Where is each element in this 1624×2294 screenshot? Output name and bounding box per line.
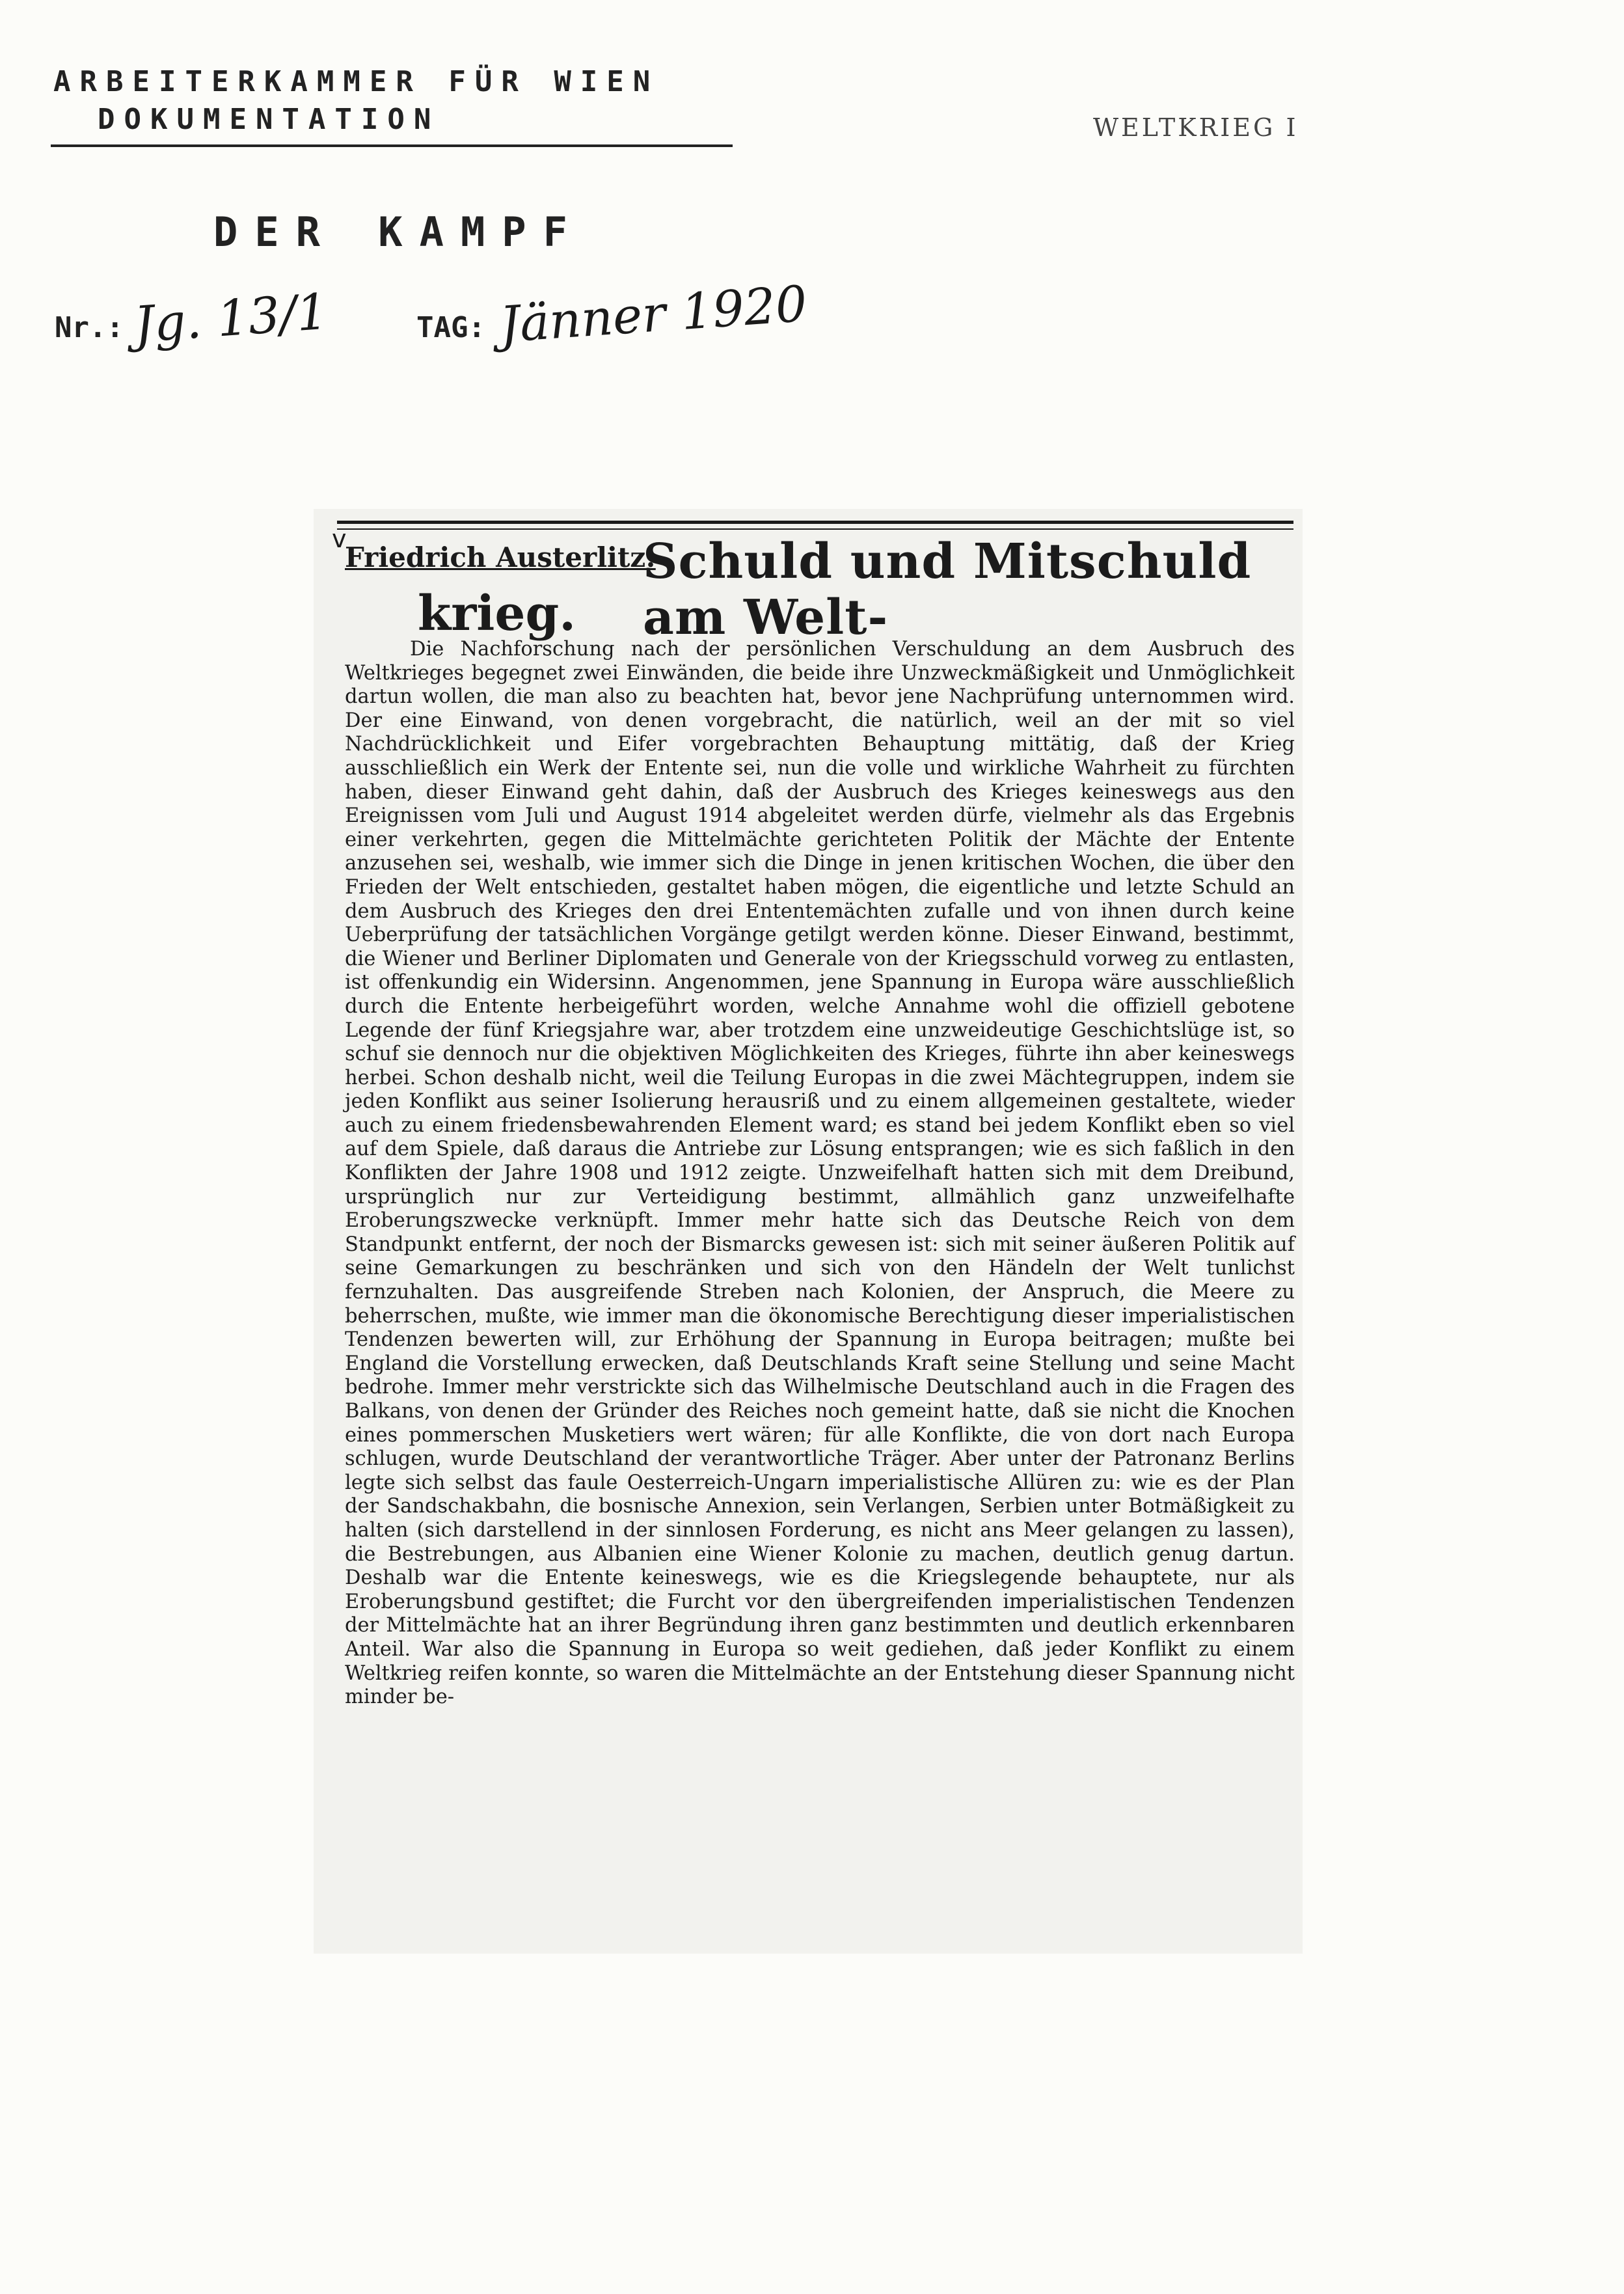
nr-label: Nr.: — [55, 311, 124, 344]
article-title: Schuld und Mitschuld am Welt- — [643, 534, 1252, 646]
collection-label: WELTKRIEG I — [1093, 113, 1299, 142]
clipping-top-rule — [337, 521, 1293, 524]
clipping-top-rule-thin — [337, 528, 1293, 530]
source-title: DER KAMPF — [213, 208, 584, 256]
date-value-handwritten: Jänner 1920 — [498, 274, 809, 354]
archive-stamp-line2: DOKUMENTATION — [98, 103, 440, 136]
check-mark: v — [332, 525, 347, 553]
archive-stamp-line1: ARBEITERKAMMER FÜR WIEN — [53, 65, 660, 98]
date-label: TAG: — [416, 311, 485, 344]
article-body: Die Nachforschung nach der persönlichen Verschuldung an dem Ausbruch des Weltkrieges begegnet zwei Einwänden, die beide ihre Unzweckmäßigkeit und Unmöglichkeit dartun wollen, die man also zu beachten hat, bevor jene Nachprüfung unternommen wird. Der eine Einwand, von denen vorgebracht, die natürlich, weil an der mit so viel Nachdrücklichkeit und Eifer vorgebrachten Behauptung mittätig, daß der Krieg ausschließlich ein Werk der Entente sei, nun die volle und wirkliche Wahrheit zu fürchten haben, dieser Einwand geht dahin, daß der Ausbruch des Krieges keineswegs aus den Ereignissen vom Juli und August 1914 abgeleitet werden dürfe, vielmehr als das Ergebnis einer verkehrten, gegen die Mittelmächte gerichteten Politik der Mächte der Entente anzusehen sei, weshalb, wie immer sich die Dinge in jenen kritischen Wochen, die über den Frieden der Welt entschieden, gestaltet haben mögen, die eigentliche und letzte Schuld an dem Ausbruch des Krieges den drei Ententemächten zufalle und von ihnen durch keine Ueberprüfung der tatsächlichen Vorgänge getilgt werden könne. Dieser Einwand, bestimmt, die Wiener und Berliner Diplomaten und Generale von der Kriegsschuld vorweg zu entlasten, ist offenkundig ein Widersinn. Angenommen, jene Spannung in Europa wäre ausschließlich durch die Entente herbeigeführt worden, welche Annahme wohl die offiziell gebotene Legende der fünf Kriegsjahre war, aber trotzdem eine unzweideutige Geschichtslüge ist, so schuf sie dennoch nur die objektiven Möglichkeiten des Krieges, führte ihn aber keineswegs herbei. Schon deshalb nicht, weil die Teilung Europas in die zwei Mächtegruppen, indem sie jeden Konflikt aus seiner Isolierung herausriß und zu einem allgemeinen gestaltete, wieder auch zu einem friedensbewahrenden Element ward; es stand bei jedem Konflikt eben so viel auf dem Spiele, daß daraus die Antriebe zur Lösung entsprangen; wie es sich faßlich in den Konflikten der Jahre 1908 und 1912 zeigte. Unzweifelhaft hatten sich mit dem Dreibund, ursprünglich nur zur Verteidigung bestimmt, allmählich ganz unzweifelhafte Eroberungszwecke verknüpft. Immer mehr hatte sich das Deutsche Reich von dem Standpunkt entfernt, der noch der Bismarcks gewesen ist: sich mit seiner äußeren Politik auf seine Gemarkungen zu beschränken und sich von den Händeln der Welt tunlichst fernzuhalten. Das ausgreifende Streben nach Kolonien, der Anspruch, die Meere zu beherrschen, mußte, wie immer man die ökonomische Berechtigung dieser imperialistischen Tendenzen bewerten will, zur Erhöhung der Spannung in Europa beitragen; mußte bei England die Vorstellung erwecken, daß Deutschlands Kraft seine Stellung und seine Macht bedrohe. Immer mehr verstrickte sich das Wilhelmische Deutschland auch in die Fragen des Balkans, von denen der Gründer des Reiches noch gemeint hatte, daß sie nicht die Knochen eines pommerschen Musketiers wert wären; für alle Konflikte, die von dort nach Europa schlugen, wurde Deutschland der verantwortliche Träger. Aber unter der Patronanz Berlins legte sich selbst das faule Oesterreich-Ungarn imperialistische Allüren zu: wie es der Plan der Sandschakbahn, die bosnische Annexion, sein Verlangen, Serbien unter Botmäßigkeit zu halten (sich darstellend in der sinnlosen Forderung, es nicht ans Meer gelangen zu lassen), die Bestrebungen, aus Albanien eine Wiener Kolonie zu machen, deutlich genug dartun. Deshalb war die Entente keineswegs, wie es die Kriegslegende behauptete, nur als Eroberungsbund gestiftet; die Furcht vor den übergreifenden imperialistischen Tendenzen der Mittelmächte hat an ihrer Begründung ihren ganz bestimmten und deutlich erkennbaren Anteil. War also die Spannung in Europa so weit gediehen, daß jeder Konflikt zu einem Weltkrieg reifen konnte, so waren die Mittelmächte an der Entstehung dieser Spannung nicht minder be- — [345, 638, 1295, 1709]
nr-value-handwritten: Jg. 13/1 — [132, 282, 330, 354]
newspaper-clipping — [314, 509, 1303, 1954]
article-author: Friedrich Austerlitz: — [345, 541, 656, 573]
stamp-divider — [51, 144, 733, 147]
article-title-continued: krieg. — [418, 586, 576, 642]
